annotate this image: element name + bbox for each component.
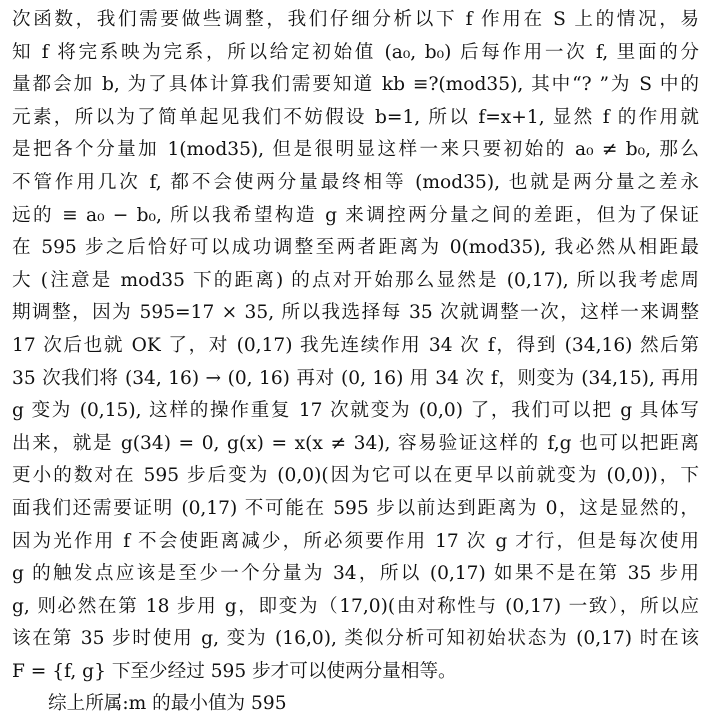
text-line: 知 f 将完系映为完系，所以给定初始值 (a₀, b₀) 后每作用一次 f, 里面的分 xyxy=(12,41,699,63)
text-line: 大 (注意是 mod35 下的距离) 的点对开始那么显然是 (0,17), 所以我考虑周 xyxy=(12,269,699,291)
text-line: 远的 ≡ a₀ − b₀, 所以我希望构造 g 来调控两分量之间的差距，但为了保证 xyxy=(12,204,699,226)
text-line: 是把各个分量加 1(mod35), 但是很明显这样一来只要初始的 a₀ ≠ b₀, 那么 xyxy=(12,139,699,161)
text-line: 面我们还需要证明 (0,17) 不可能在 595 步以前达到距离为 0，这是显然的， xyxy=(12,497,699,519)
text-line: 元素，所以为了简单起见我们不妨假设 b=1, 所以 f=x+1, 显然 f 的作用就 xyxy=(12,106,699,128)
text-line: 期调整，因为 595=17 × 35, 所以我选择每 35 次就调整一次，这样一来调整 xyxy=(12,302,699,324)
text-line: 次函数，我们需要做些调整，我们仔细分析以下 f 作用在 S 上的情况，易 xyxy=(12,9,699,30)
text-line: 更小的数对在 595 步后变为 (0,0)(因为它可以在更早以前就变为 (0,0))，下 xyxy=(12,465,699,487)
text-line: g 的触发点应该是至少一个分量为 34，所以 (0,17) 如果不是在第 35 步用 xyxy=(12,563,699,585)
text-line: 35 次我们将 (34, 16) → (0, 16) 再对 (0, 16) 用 34 次 f，则变为 (34,15), 再用 xyxy=(12,367,699,389)
text-line: 量都会加 b, 为了具体计算我们需要知道 kb ≡?(mod35), 其中“? ”为 S 中的 xyxy=(12,74,699,96)
text-line: g, 则必然在第 18 步用 g，即变为（17,0)(由对称性与 (0,17) 一致），所以应 xyxy=(12,595,699,617)
text-line: g 变为 (0,15), 这样的操作重复 17 次就变为 (0,0) 了，我们可以把 g 具体写 xyxy=(12,400,699,422)
text-line: 在 595 步之后恰好可以成功调整至两者距离为 0(mod35), 我必然从相距最 xyxy=(12,237,699,259)
text-line: 出来，就是 g(34) = 0, g(x) = x(x ≠ 34), 容易验证这样的 f,g 也可以把距离 xyxy=(12,432,699,454)
text-line: 该在第 35 步时使用 g, 变为 (16,0), 类似分析可知初始状态为 (0,17) 时在该 xyxy=(12,628,699,650)
text-line: 因为光作用 f 不会使距离减少，所必须要作用 17 次 g 才行，但是每次使用 xyxy=(12,530,699,552)
text-line: 17 次后也就 OK 了，对 (0,17) 我先连续作用 34 次 f，得到 (34,16) 然后第 xyxy=(12,334,699,356)
conclusion-line: 综上所属:m 的最小值为 595 xyxy=(48,693,287,715)
text-line: F = {f, g} 下至少经过 595 步才可以使两分量相等。 xyxy=(12,660,457,682)
text-line: 不管作用几次 f, 都不会使两分量最终相等 (mod35), 也就是两分量之差永 xyxy=(12,171,699,193)
